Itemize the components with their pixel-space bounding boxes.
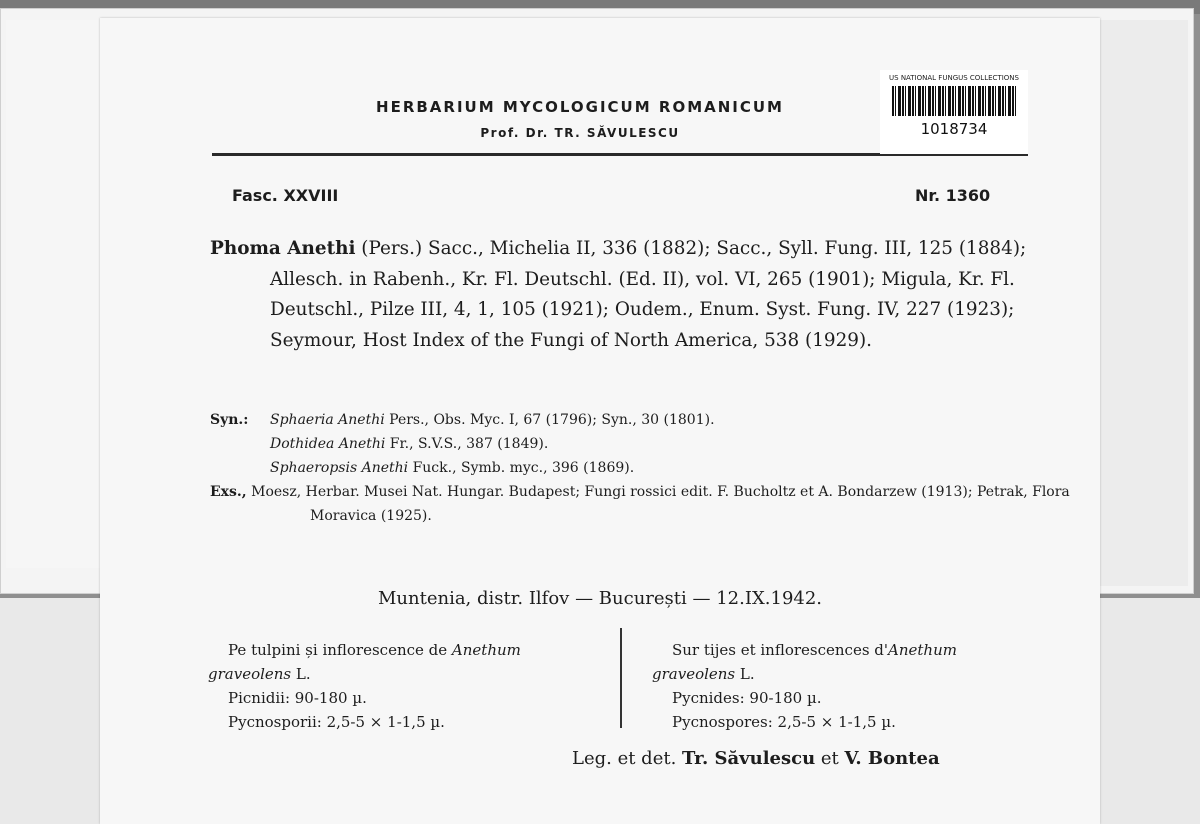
host-species-ro: graveolens xyxy=(208,665,292,683)
specimen-number: Nr. 1360 xyxy=(915,186,991,205)
habitat-ro xyxy=(208,638,608,662)
legit-joiner: et xyxy=(815,748,845,769)
column-divider xyxy=(620,628,622,728)
synonym-ref: Fuck., Symb. myc., 396 (1869). xyxy=(408,460,635,476)
synonyms-label: Syn.: xyxy=(210,412,249,428)
collector-primary: Tr. Săvulescu xyxy=(682,748,816,769)
fascicle-number: Fasc. XXVIII xyxy=(232,186,339,205)
synonym-name: Sphaeria Anethi xyxy=(270,412,385,428)
legit-prefix: Leg. et det. xyxy=(572,748,683,769)
citation-text: (Pers.) Sacc., Michelia II, 336 (1882); Sacc., Syll. Fung. III, 125 (1884); Allesch. in Rabenh., Kr. Fl. Deutschl. (Ed. II), vol. VI, 265 (1901); Migula, Kr. Fl. Deutschl., Pilze III, 4, 1, 105 (1921); Oudem., Enum. Syst. Fung. IV, 227 (1923); Seymour, Host Index of the Fungi of North America, 538 (1929). xyxy=(270,238,1027,351)
host-genus-fr: Anethum xyxy=(888,641,957,659)
herbarium-title: HERBARIUM MYCOLOGICUM ROMANICUM xyxy=(376,98,784,116)
barcode-caption: US NATIONAL FUNGUS COLLECTIONS xyxy=(889,74,1019,82)
french-description xyxy=(652,638,1052,734)
exsiccatae-text: Moesz, Herbar. Musei Nat. Hungar. Budapest; Fungi rossici edit. F. Bucholtz et A. Bondarzew (1913); Petrak, Flora Moravica (1925). xyxy=(246,484,1070,524)
exsiccatae-row xyxy=(210,480,1140,528)
synonym-name: Sphaeropsis Anethi xyxy=(270,460,409,476)
barcode-number: 1018734 xyxy=(920,120,988,138)
collector-line xyxy=(572,748,940,769)
host-species-ro-line xyxy=(208,662,608,686)
habitat-fr xyxy=(652,638,1052,662)
habitat-fr-prefix: Sur tijes et inflorescences d' xyxy=(672,641,889,659)
habitat-ro-prefix: Pe tulpini și inflorescence de xyxy=(228,641,452,659)
host-author-fr: L. xyxy=(735,665,755,683)
pycnospores-measure: Pycnospores: 2,5-5 × 1-1,5 µ. xyxy=(672,713,896,731)
host-author-ro: L. xyxy=(291,665,311,683)
barcode-sticker xyxy=(880,70,1028,154)
picnidii-measure: Picnidii: 90-180 µ. xyxy=(228,689,367,707)
envelope-left-panel xyxy=(6,20,102,568)
synonym-row xyxy=(210,408,1040,432)
synonym-ref: Pers., Obs. Myc. I, 67 (1796); Syn., 30 (1801). xyxy=(384,412,715,428)
exsiccatae-label: Exs., xyxy=(210,484,247,500)
host-genus-ro: Anethum xyxy=(451,641,521,659)
species-name: Phoma Anethi xyxy=(210,238,356,259)
barcode-icon xyxy=(892,86,1016,116)
host-species-fr-line xyxy=(652,662,1052,686)
herbarium-curator: Prof. Dr. TR. SĂVULESCU xyxy=(480,126,680,140)
collection-locality: Muntenia, distr. Ilfov — București — 12.IX.1942. xyxy=(377,588,823,609)
romanian-description xyxy=(208,638,608,734)
synonym-ref: Fr., S.V.S., 387 (1849). xyxy=(385,436,549,452)
species-citation xyxy=(210,234,1090,356)
synonym-name: Dothidea Anethi xyxy=(270,436,386,452)
pycnosporii-measure: Pycnosporii: 2,5-5 × 1-1,5 µ. xyxy=(228,713,445,731)
host-species-fr: graveolens xyxy=(652,665,736,683)
herbarium-label xyxy=(100,18,1100,824)
collector-secondary: V. Bontea xyxy=(844,748,940,769)
synonym-row xyxy=(210,432,1040,456)
pycnides-measure: Pycnides: 90-180 µ. xyxy=(672,689,822,707)
synonyms-block xyxy=(210,408,1070,528)
synonym-row xyxy=(210,456,1040,480)
